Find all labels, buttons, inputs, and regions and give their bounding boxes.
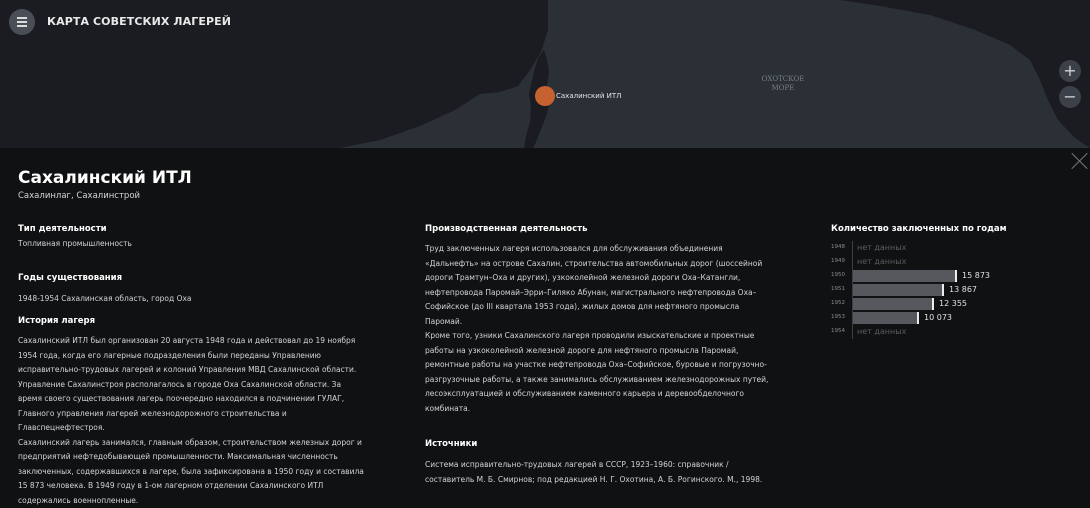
zoom-out-button[interactable]: − — [1059, 86, 1081, 108]
chart-year-label: 1949 — [831, 258, 845, 264]
camp-marker[interactable] — [535, 86, 555, 106]
production-line: Труд заключенных лагеря использовался для обслуживания объединения — [425, 244, 723, 253]
chart-value-label: 15 873 — [962, 271, 990, 280]
history-line: Главного управления лагерей железнодорожного строительства и — [18, 408, 287, 418]
chart-axis-segment — [852, 255, 853, 269]
chart-year-label: 1953 — [831, 314, 845, 320]
chart-bar — [853, 270, 957, 282]
history-heading: История лагеря — [18, 316, 96, 326]
menu-icon-line — [17, 21, 27, 23]
chart-year-label: 1952 — [831, 300, 845, 306]
camp-subtitle: Сахалинлаг, Сахалинстрой — [18, 191, 141, 201]
sea-label-line: МОРЕ — [771, 84, 795, 92]
activity-text: Топливная промышленность — [18, 239, 132, 248]
chart-nodata-label: нет данных — [857, 257, 907, 266]
history-text — [18, 334, 398, 508]
map-view[interactable] — [0, 0, 1090, 148]
production-line: дороги Трамтун–Оха и других), узкоколейной железной дороги Оха–Катангли, — [425, 273, 741, 282]
chart-value-label: 12 355 — [939, 299, 967, 308]
camp-title: Сахалинский ИТЛ — [18, 168, 192, 188]
chart-row — [831, 269, 1071, 283]
history-line: Сахалинский лагерь занимался, главным образом, строительством железных дорог и — [18, 437, 362, 447]
chart-row — [831, 241, 1071, 255]
chart-year-label: 1954 — [831, 328, 845, 334]
history-line: время своего существования лагерь поочередно находился в подчинении ГУЛАГ, — [18, 394, 345, 403]
production-line: Софийское (до III квартала 1953 года), жилых домов для нефтяного промысла — [425, 302, 740, 311]
sources-text — [425, 458, 805, 487]
source-line: составитель М. Б. Смирнов; под редакцией Н. Г. Охотина, А. Б. Рогинского. М., 1998. — [425, 474, 763, 484]
production-line: Кроме того, узники Сахалинского лагеря проводили изыскательские и проектные — [425, 331, 755, 340]
chart-row — [831, 297, 1071, 311]
history-line: исправительно-трудовых лагерей и колоний Управления МВД Сахалинской области. — [18, 365, 357, 374]
sea-label — [752, 75, 814, 93]
chart-row — [831, 255, 1071, 269]
sources-heading: Источники — [425, 439, 478, 449]
chart-bar — [853, 298, 934, 310]
zoom-in-button[interactable]: + — [1059, 60, 1081, 82]
production-heading: Производственная деятельность — [425, 224, 588, 234]
production-line: работы на узкоколейной железной дороге для нефтяного промысла Паромай, — [425, 345, 739, 355]
history-line: Управление Сахалинстроя располагалось в городе Оха Сахалинской области. За — [18, 379, 342, 389]
menu-icon — [17, 17, 27, 19]
history-line: заключенных, содержавшихся в лагере, была зафиксирована в 1950 году и составила — [18, 466, 364, 476]
production-text — [425, 242, 805, 416]
chart-axis-segment — [852, 325, 853, 339]
close-icon[interactable] — [1070, 150, 1090, 170]
history-line: предприятий нефтедобывающей промышленности. Максимальная численность — [18, 452, 338, 461]
history-line: 1954 года, когда его лагерные подразделения были переданы Управлению — [18, 350, 321, 360]
chart-heading: Количество заключенных по годам — [831, 224, 1007, 234]
chart-nodata-label: нет данных — [857, 243, 907, 252]
source-line: Система исправительно-трудовых лагерей в СССР, 1923–1960: справочник / — [425, 460, 729, 469]
sea-label-line: ОХОТСКОЕ — [761, 75, 805, 83]
chart-row — [831, 325, 1071, 339]
chart-year-label: 1948 — [831, 244, 845, 250]
chart-row — [831, 311, 1071, 325]
production-line: разгрузочные работы, а также занимались обслуживанием железнодорожных путей, — [425, 374, 769, 384]
production-line: «Дальнефть» на острове Сахалин, строительства автомобильных дорог (шоссейной — [425, 258, 763, 268]
history-line: 15 873 человека. В 1949 году в 1-ом лагерном отделении Сахалинского ИТЛ — [18, 481, 324, 490]
menu-button[interactable] — [9, 9, 35, 35]
chart-axis-segment — [852, 241, 853, 255]
production-line: комбината. — [425, 403, 471, 413]
camp-marker-label: Сахалинский ИТЛ — [556, 92, 622, 100]
camp-detail-panel — [0, 148, 1090, 508]
chart-value-label: 13 867 — [949, 285, 977, 294]
chart-row — [831, 283, 1071, 297]
production-line: нефтепровода Паромай–Эрри–Гиляко Абунан, магистрального нефтепровода Оха– — [425, 287, 757, 297]
history-line: Сахалинский ИТЛ был организован 20 августа 1948 года и действовал до 19 ноября — [18, 336, 356, 345]
years-text: 1948-1954 Сахалинская область, город Оха — [18, 294, 192, 303]
history-line: Главспецнефтестроя. — [18, 423, 105, 432]
app-title: КАРТА СОВЕТСКИХ ЛАГЕРЕЙ — [47, 15, 232, 28]
production-line: ремонтные работы на участке нефтепровода Оха–Софийское, буровые и погрузочно- — [425, 360, 767, 369]
activity-heading: Тип деятельности — [18, 224, 107, 234]
chart-year-label: 1950 — [831, 272, 845, 278]
chart-year-label: 1951 — [831, 286, 845, 292]
prisoner-count-chart — [831, 241, 1071, 341]
chart-bar — [853, 284, 944, 296]
chart-bar — [853, 312, 919, 324]
chart-nodata-label: нет данных — [857, 327, 907, 336]
production-line: лесоэксплуатацией и обслуживанием каменного карьера и деревообделочного — [425, 389, 745, 398]
production-line: Паромай. — [425, 316, 463, 326]
years-heading: Годы существования — [18, 273, 123, 283]
chart-value-label: 10 073 — [924, 313, 952, 322]
menu-icon-line — [17, 25, 27, 27]
history-line: содержались военнопленные. — [18, 495, 139, 505]
